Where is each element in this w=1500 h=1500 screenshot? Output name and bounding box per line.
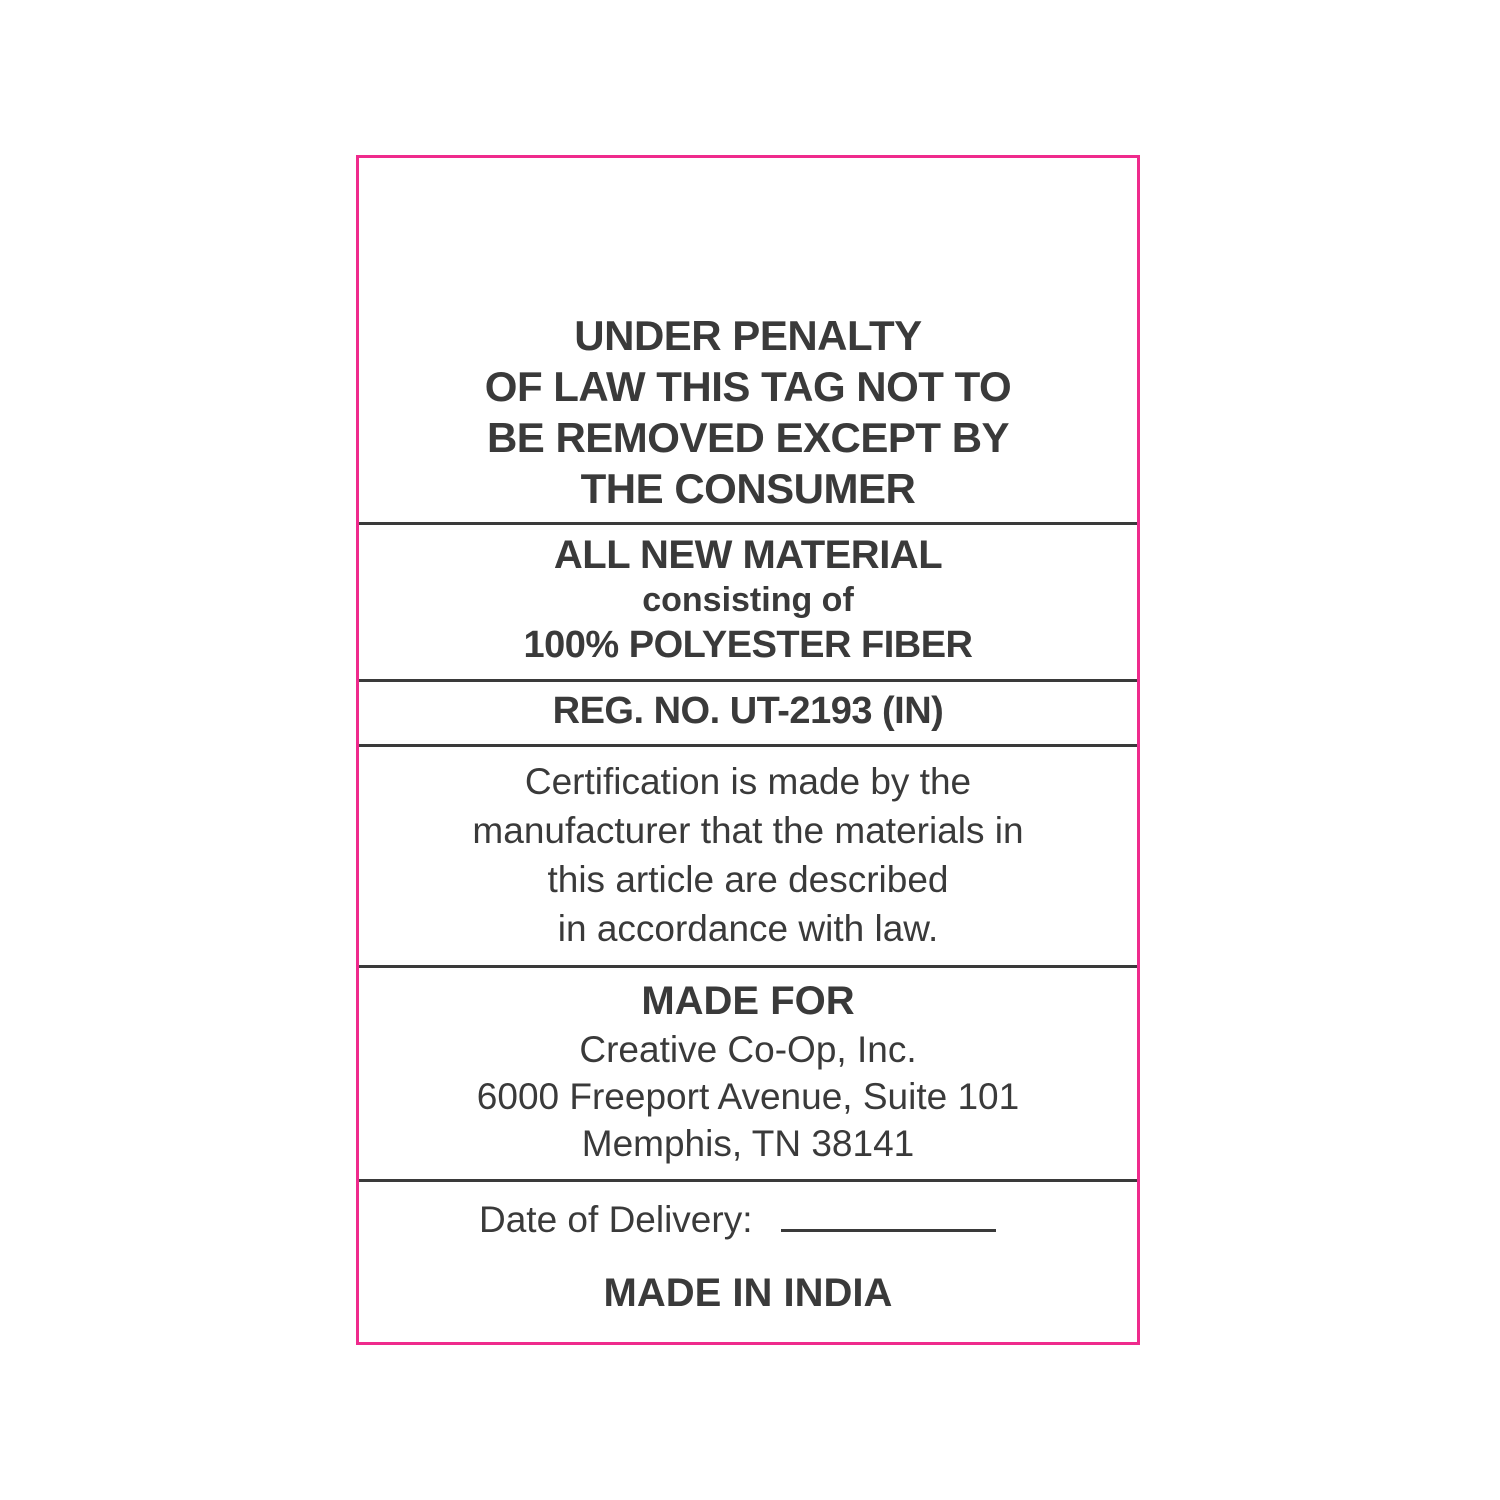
certification-line-1: Certification is made by the xyxy=(524,761,972,802)
penalty-line-3: BE REMOVED EXCEPT BY xyxy=(486,414,1010,461)
made-for-city-state-zip: Memphis, TN 38141 xyxy=(581,1123,915,1164)
made-for-title: MADE FOR xyxy=(641,979,855,1023)
date-of-delivery-label: Date of Delivery: xyxy=(479,1199,753,1240)
top-spacer xyxy=(359,158,1137,306)
certification-line-2: manufacturer that the materials in xyxy=(472,810,1024,851)
delivery-section xyxy=(359,1182,1137,1324)
made-for-section xyxy=(359,968,1137,1182)
penalty-line-1: UNDER PENALTY xyxy=(574,312,922,359)
law-label-tag xyxy=(356,155,1140,1345)
date-of-delivery-field[interactable] xyxy=(781,1199,996,1232)
penalty-line-2: OF LAW THIS TAG NOT TO xyxy=(484,363,1012,410)
penalty-line-4: THE CONSUMER xyxy=(580,465,916,512)
certification-line-4: in accordance with law. xyxy=(557,908,939,949)
tag-content xyxy=(359,158,1137,1342)
registration-number: REG. NO. UT-2193 (IN) xyxy=(359,682,1137,747)
certification-line-3: this article are described xyxy=(547,859,949,900)
material-line-1: ALL NEW MATERIAL xyxy=(553,533,943,577)
material-section xyxy=(359,525,1137,682)
material-line-2: consisting of xyxy=(642,581,854,619)
made-in-country: MADE IN INDIA xyxy=(603,1271,893,1315)
certification-section xyxy=(359,747,1137,968)
penalty-notice-section xyxy=(359,306,1137,525)
made-for-address: 6000 Freeport Avenue, Suite 101 xyxy=(476,1076,1020,1117)
bottom-spacer xyxy=(359,1324,1137,1342)
made-for-company: Creative Co-Op, Inc. xyxy=(579,1029,917,1070)
delivery-line xyxy=(369,1198,1127,1242)
material-line-3: 100% POLYESTER FIBER xyxy=(523,624,973,666)
